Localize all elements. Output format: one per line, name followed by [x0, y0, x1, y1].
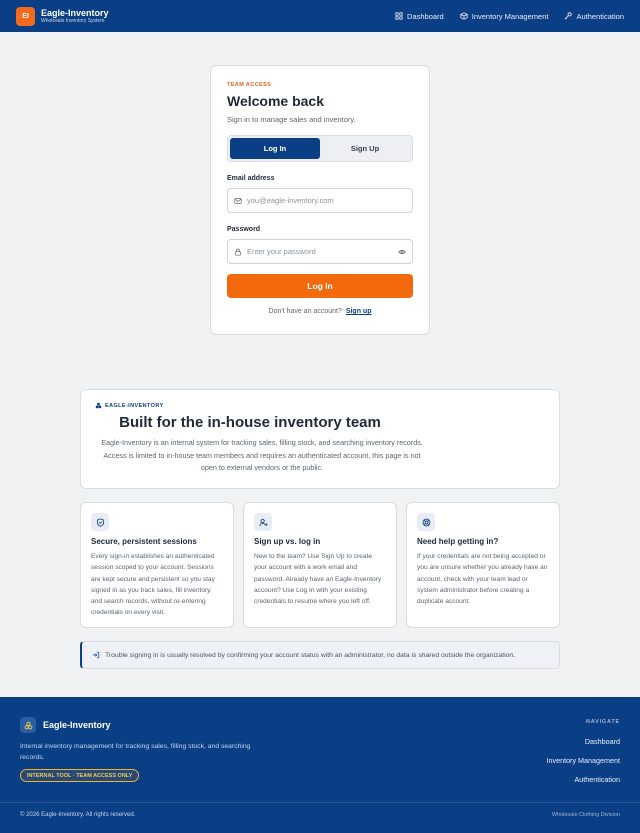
password-field-wrapper [227, 239, 413, 264]
brand-tagline: Wholesale Inventory System [41, 17, 105, 24]
nav-authentication[interactable] [564, 12, 624, 21]
lifebuoy-icon [422, 518, 431, 527]
footer-brand [20, 717, 111, 733]
feature-card-sessions [80, 502, 234, 628]
tab-sign-up[interactable]: Sign Up [350, 144, 380, 153]
feature-card-signup-login [243, 502, 397, 628]
about-tag-label: EAGLE-INVENTORY [105, 402, 164, 409]
email-field-wrapper [227, 188, 413, 213]
about-title: Built for the in-house inventory team [119, 414, 381, 431]
about-tag [95, 402, 545, 409]
signup-prompt [227, 308, 413, 315]
site-footer [0, 697, 640, 833]
feature-card-help [406, 502, 560, 628]
footer-logo [20, 717, 36, 733]
footer-brand-name: Eagle-Inventory [43, 720, 111, 730]
eyebrow-label: TEAM ACCESS [227, 82, 272, 88]
footer-link-authentication[interactable]: Authentication [574, 775, 620, 784]
logo-icon [95, 402, 102, 409]
sign-in-icon [92, 651, 100, 659]
feature-text: Every sign-in establishes an authenticated session scoped to your account. Sessions are kept secure and persistent so you stay signed in as you track sales, fill inventory, and search records, without re-entering credentials on every visit. [91, 553, 215, 617]
main-nav [395, 12, 624, 21]
feature-title: Sign up vs. log in [254, 537, 321, 546]
footer-divider [0, 802, 640, 803]
email-label: Email address [227, 175, 275, 182]
page-title: Welcome back [227, 93, 325, 109]
footer-link-inventory-management[interactable]: Inventory Management [546, 756, 620, 765]
footer-copyright: © 2026 Eagle-Inventory. All rights reserved. [20, 812, 136, 818]
brand[interactable] [41, 8, 109, 25]
login-card [210, 65, 430, 335]
mail-icon [234, 197, 242, 205]
about-panel [80, 389, 560, 489]
login-submit-button[interactable]: Log In [227, 274, 413, 298]
nav-inventory-label: Inventory Management [471, 11, 549, 21]
lock-icon [234, 248, 242, 256]
footer-description: Internal inventory management for tracking sales, filling stock, and searching records. [20, 743, 251, 761]
key-icon [564, 12, 572, 20]
internal-tool-badge: INTERNAL TOOL · TEAM ACCESS ONLY [20, 769, 139, 782]
login-subtitle: Sign in to manage sales and inventory. [227, 115, 356, 124]
shield-check-icon [96, 518, 105, 527]
eye-icon[interactable] [398, 248, 406, 256]
footer-link-dashboard[interactable]: Dashboard [584, 737, 620, 746]
nav-dashboard-label: Dashboard [407, 11, 444, 21]
signin-notice [80, 641, 560, 669]
password-label: Password [227, 226, 261, 233]
feature-text: New to the team? Use Sign Up to create your account with a work email and password. Already have an Eagle-Inventory account? Use Log In with your existing credentials to resume where you left off. [254, 553, 382, 606]
footer-nav-label: NAVIGATE [585, 719, 620, 725]
nav-inventory-management[interactable] [460, 12, 549, 21]
about-text: Eagle-Inventory is an internal system for tracking sales, filling stock, and searching inventory records. Access is limited to in-house team members and requires an authenticated account, this page is not open to external vendors or the public. [101, 438, 423, 472]
signup-prompt-text: Don't have an account? [268, 308, 342, 315]
nav-authentication-label: Authentication [576, 11, 624, 21]
password-field[interactable] [247, 247, 393, 256]
notice-text: Trouble signing in is usually resolved by confirming your account status with an administrator, no data is shared outside the organization. [105, 651, 516, 659]
feature-icon-wrap [91, 513, 109, 531]
email-field[interactable] [247, 196, 406, 205]
nav-dashboard[interactable] [395, 12, 444, 21]
signup-link[interactable]: Sign up [345, 308, 372, 315]
tab-log-in[interactable]: Log In [230, 138, 320, 159]
user-plus-icon [259, 518, 268, 527]
brand-name: Eagle-Inventory [41, 7, 109, 18]
feature-title: Secure, persistent sessions [91, 537, 197, 546]
box-icon [460, 12, 468, 20]
feature-icon-wrap [254, 513, 272, 531]
feature-icon-wrap [417, 513, 435, 531]
feature-text: If your credentials are not being accepted or you are unsure whether you already have an account, check with your team lead or system administrator before creating a duplicate account. [417, 553, 548, 606]
footer-division: Wholesale Clothing Division [551, 812, 620, 818]
auth-tabs [227, 135, 413, 162]
grid-icon [395, 12, 403, 20]
feature-title: Need help getting in? [417, 537, 499, 546]
top-navbar [0, 0, 640, 32]
logo-icon [24, 721, 33, 730]
logo-badge[interactable]: EI [16, 7, 35, 26]
